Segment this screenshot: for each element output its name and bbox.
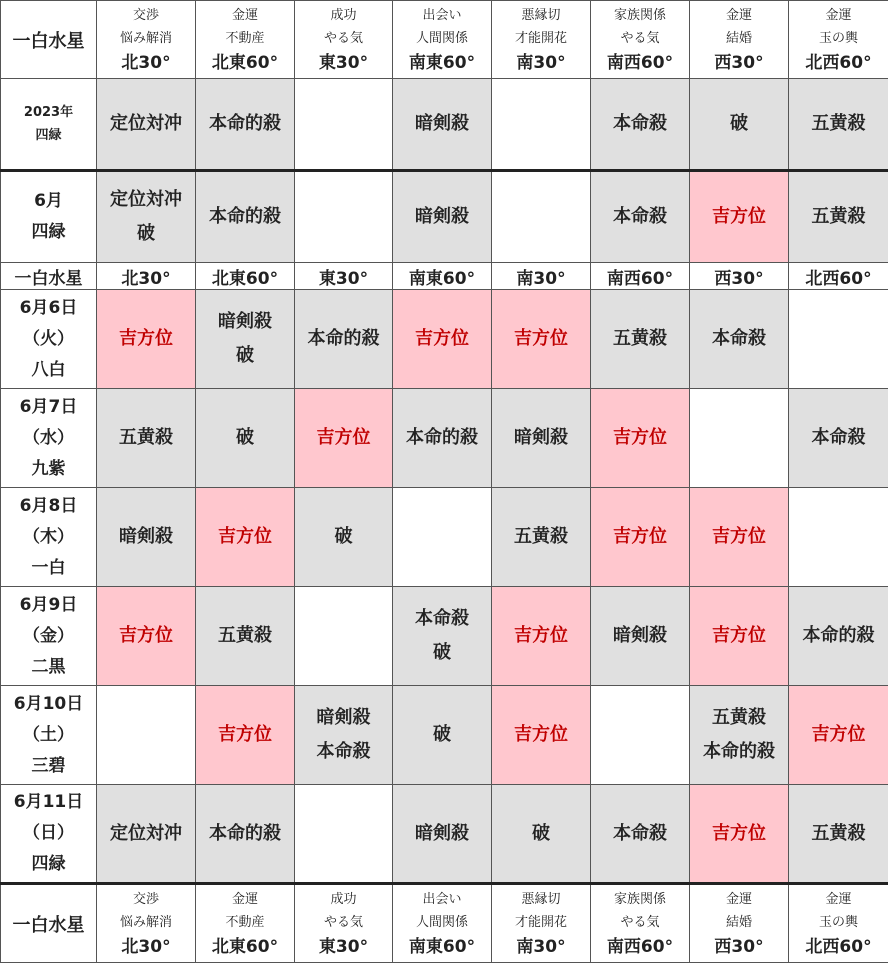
star-label: 一白水星 [12, 914, 85, 936]
day-row-0-cell-1 [196, 290, 295, 389]
direction-summary-star [1, 263, 97, 290]
fortune-mark: 本命的殺 [209, 113, 281, 134]
day-row-4-cell-3 [393, 686, 492, 785]
day-row-3-cell-4 [492, 587, 591, 686]
day-row-2-cell-1 [196, 488, 295, 587]
day-row-3-cell-7 [789, 587, 888, 686]
month-row-label [1, 171, 97, 263]
direction-angle: 南西60° [606, 936, 674, 957]
direction-purpose: 結婚 [725, 30, 752, 46]
star-label: 一白水星 [12, 30, 85, 52]
day-row-2-cell-5 [591, 488, 690, 587]
day-row-2 [1, 488, 888, 587]
top-header-direction-5 [591, 1, 690, 79]
direction-category: 金運 [231, 891, 258, 907]
direction-angle: 北西60° [805, 268, 872, 289]
direction-purpose: 人間関係 [415, 30, 468, 46]
year-row-cell-3 [393, 79, 492, 171]
top-header-direction-3 [393, 1, 492, 79]
day-row-0-cell-5 [591, 290, 690, 389]
direction-purpose: 玉の輿 [818, 30, 858, 46]
direction-angle: 南30° [516, 268, 566, 289]
direction-category: 交渉 [132, 891, 159, 907]
row-label-line: 2023年 [23, 105, 74, 120]
direction-angle: 南東60° [408, 268, 476, 289]
fortune-mark: 定位対冲 [110, 822, 182, 844]
row-label-line: 八白 [31, 359, 66, 380]
fortune-mark: 本命殺 [415, 608, 469, 629]
day-row-3 [1, 587, 888, 686]
row-label-line: 6月10日 [13, 693, 84, 714]
row-label-line: 四緑 [35, 128, 62, 143]
fortune-mark: 吉方位 [119, 625, 173, 646]
direction-summary-1 [196, 263, 295, 290]
month-row-cell-5 [591, 171, 690, 263]
direction-purpose: 不動産 [225, 30, 265, 46]
direction-category: 出会い [422, 891, 462, 907]
direction-angle: 北東60° [211, 52, 279, 73]
day-row-5-cell-7 [789, 785, 888, 884]
fortune-mark: 吉方位 [119, 328, 173, 349]
direction-summary-5 [591, 263, 690, 290]
fortune-mark: 吉方位 [218, 526, 272, 547]
day-row-5-cell-4 [492, 785, 591, 884]
direction-angle: 南東60° [408, 936, 476, 957]
top-header-direction-4 [492, 1, 591, 79]
bottom-header-direction-7 [789, 884, 888, 963]
bottom-header-direction-4 [492, 884, 591, 963]
direction-summary-7 [789, 263, 888, 290]
direction-purpose: 悩み解消 [119, 914, 172, 930]
day-row-0 [1, 290, 888, 389]
top-header-direction-2 [295, 1, 393, 79]
direction-angle: 東30° [318, 52, 369, 73]
direction-category: 成功 [330, 7, 357, 23]
day-row-0-cell-2 [295, 290, 393, 389]
day-row-4 [1, 686, 888, 785]
day-row-4-cell-6 [690, 686, 789, 785]
day-row-3-cell-0 [97, 587, 196, 686]
fortune-mark: 吉方位 [811, 724, 866, 745]
direction-category: 悪縁切 [521, 891, 561, 907]
day-row-5-label [1, 785, 97, 884]
direction-angle: 南西60° [606, 52, 674, 73]
year-row [1, 79, 888, 171]
row-label-line: 6月6日 [19, 297, 78, 318]
fortune-mark: 暗剣殺 [218, 311, 272, 332]
fortune-mark: 定位対冲 [110, 189, 182, 210]
direction-angle: 西30° [714, 268, 764, 289]
day-row-1-cell-1 [196, 389, 295, 488]
day-row-2-label [1, 488, 97, 587]
fortune-mark: 五黄殺 [514, 526, 568, 547]
top-header-row [1, 1, 888, 79]
direction-summary-row [1, 263, 888, 290]
fortune-mark: 五黄殺 [811, 113, 866, 134]
fortune-mark: 吉方位 [613, 427, 667, 448]
fortune-mark: 破 [137, 223, 155, 244]
month-row-cell-2 [295, 171, 393, 263]
day-row-0-cell-4 [492, 290, 591, 389]
fortune-mark: 破 [236, 345, 254, 366]
fortune-mark: 本命的殺 [209, 206, 281, 227]
fortune-mark: 本命的殺 [307, 328, 380, 349]
day-row-0-cell-3 [393, 290, 492, 389]
fortune-mark: 吉方位 [712, 206, 766, 227]
direction-purpose: 才能開花 [514, 914, 567, 930]
day-row-1 [1, 389, 888, 488]
fortune-mark: 本命殺 [811, 427, 866, 448]
bottom-header-row [1, 884, 888, 963]
direction-summary-6 [690, 263, 789, 290]
direction-angle: 東30° [318, 936, 369, 957]
fortune-mark: 吉方位 [514, 328, 568, 349]
fortune-mark: 破 [433, 724, 451, 745]
row-label-line: （金） [23, 625, 74, 646]
fortune-mark: 破 [334, 526, 353, 547]
direction-angle: 北東60° [211, 936, 279, 957]
day-row-0-label [1, 290, 97, 389]
fortune-mark: 破 [236, 427, 254, 448]
row-label-line: 四緑 [31, 854, 66, 874]
direction-category: 家族関係 [613, 7, 666, 23]
fortune-mark: 本命殺 [613, 206, 667, 227]
direction-purpose: やる気 [323, 30, 363, 46]
fortune-mark: 五黄殺 [119, 427, 173, 448]
fortune-mark: 五黄殺 [218, 625, 272, 646]
month-row-cell-6 [690, 171, 789, 263]
day-row-3-cell-5 [591, 587, 690, 686]
month-row-cell-3 [393, 171, 492, 263]
direction-purpose: 結婚 [725, 914, 752, 930]
direction-category: 交渉 [132, 7, 159, 23]
day-row-4-cell-0 [97, 686, 196, 785]
direction-category: 家族関係 [613, 891, 666, 907]
day-row-3-cell-6 [690, 587, 789, 686]
fortune-mark: 吉方位 [613, 526, 667, 547]
fortune-mark: 本命殺 [613, 822, 667, 844]
year-row-cell-7 [789, 79, 888, 171]
direction-purpose: 人間関係 [415, 914, 468, 930]
fortune-mark: 暗剣殺 [415, 206, 469, 227]
day-row-1-label [1, 389, 97, 488]
day-row-1-cell-2 [295, 389, 393, 488]
direction-angle: 東30° [318, 268, 369, 289]
day-row-3-label [1, 587, 97, 686]
fortune-mark: 五黄殺 [811, 822, 866, 844]
row-label-line: 三碧 [31, 755, 66, 776]
month-row-cell-4 [492, 171, 591, 263]
year-row-cell-2 [295, 79, 393, 171]
bottom-header-direction-0 [97, 884, 196, 963]
row-label-line: （日） [23, 823, 74, 843]
fortune-mark: 本命的殺 [209, 822, 281, 844]
row-label-line: （土） [23, 724, 74, 745]
year-row-cell-6 [690, 79, 789, 171]
day-row-2-cell-6 [690, 488, 789, 587]
direction-category: 金運 [231, 7, 258, 23]
direction-category: 金運 [725, 7, 752, 23]
year-row-cell-4 [492, 79, 591, 171]
row-label-line: 6月9日 [19, 594, 78, 615]
day-row-4-cell-5 [591, 686, 690, 785]
fortune-mark: 暗剣殺 [119, 526, 173, 547]
direction-purpose: やる気 [323, 914, 363, 930]
fortune-mark: 暗剣殺 [316, 707, 371, 728]
fortune-mark: 破 [433, 642, 451, 663]
fortune-mark: 破 [532, 822, 550, 844]
year-row-cell-0 [97, 79, 196, 171]
top-header-direction-7 [789, 1, 888, 79]
top-header-direction-6 [690, 1, 789, 79]
row-label-line: （水） [23, 427, 74, 448]
bottom-header-direction-6 [690, 884, 789, 963]
fortune-mark: 破 [730, 113, 748, 134]
direction-angle: 西30° [714, 936, 764, 957]
direction-category: 金運 [825, 7, 852, 23]
direction-angle: 北30° [121, 936, 171, 957]
direction-angle: 南東60° [408, 52, 476, 73]
direction-angle: 北西60° [805, 936, 872, 957]
fortune-mark: 五黄殺 [613, 328, 667, 349]
direction-angle: 北東60° [211, 268, 279, 289]
fortune-mark: 吉方位 [712, 822, 766, 844]
day-row-1-cell-3 [393, 389, 492, 488]
month-row-cell-0 [97, 171, 196, 263]
fortune-mark: 五黄殺 [712, 707, 766, 728]
day-row-3-cell-3 [393, 587, 492, 686]
bottom-header-direction-3 [393, 884, 492, 963]
fortune-mark: 暗剣殺 [514, 427, 568, 448]
year-row-label [1, 79, 97, 171]
day-row-4-cell-2 [295, 686, 393, 785]
day-row-3-cell-1 [196, 587, 295, 686]
direction-angle: 北30° [121, 52, 171, 73]
day-row-2-cell-0 [97, 488, 196, 587]
fortune-mark: 本命殺 [613, 113, 667, 134]
fortune-mark: 暗剣殺 [415, 113, 469, 134]
direction-purpose: やる気 [620, 30, 660, 46]
direction-summary-0 [97, 263, 196, 290]
direction-category: 悪縁切 [521, 7, 561, 23]
fortune-mark: 吉方位 [712, 625, 766, 646]
direction-purpose: 悩み解消 [119, 30, 172, 46]
day-row-5-cell-0 [97, 785, 196, 884]
day-row-2-cell-4 [492, 488, 591, 587]
fortune-mark: 本命的殺 [406, 427, 478, 448]
direction-category: 成功 [330, 891, 357, 907]
direction-purpose: 玉の輿 [818, 914, 858, 930]
direction-summary-3 [393, 263, 492, 290]
day-row-4-cell-7 [789, 686, 888, 785]
direction-angle: 南西60° [606, 268, 674, 289]
day-row-1-cell-7 [789, 389, 888, 488]
month-row [1, 171, 888, 263]
fortune-mark: 五黄殺 [811, 206, 866, 227]
direction-category: 金運 [825, 891, 852, 907]
row-label-line: 6月 [34, 191, 63, 211]
day-row-0-cell-6 [690, 290, 789, 389]
day-row-5-cell-6 [690, 785, 789, 884]
fortune-mark: 吉方位 [218, 724, 272, 745]
day-row-4-cell-4 [492, 686, 591, 785]
fortune-mark: 本命殺 [712, 328, 766, 349]
fortune-mark: 定位対冲 [110, 113, 182, 134]
bottom-header-direction-1 [196, 884, 295, 963]
day-row-4-cell-1 [196, 686, 295, 785]
fortune-mark: 暗剣殺 [415, 822, 469, 844]
bottom-header-direction-5 [591, 884, 690, 963]
row-label-line: 二黒 [31, 656, 66, 677]
top-header-direction-1 [196, 1, 295, 79]
day-row-1-cell-4 [492, 389, 591, 488]
direction-category: 出会い [422, 7, 462, 23]
row-label-line: （木） [23, 526, 74, 547]
fortune-mark: 吉方位 [712, 526, 766, 547]
row-label-line: 九紫 [31, 458, 66, 479]
fortune-mark: 暗剣殺 [613, 625, 667, 646]
row-label-line: 6月8日 [19, 495, 78, 516]
fortune-mark: 吉方位 [415, 328, 469, 349]
day-row-1-cell-5 [591, 389, 690, 488]
direction-angle: 北30° [121, 268, 171, 289]
fortune-mark: 本命的殺 [802, 625, 875, 646]
direction-angle: 北西60° [805, 52, 872, 73]
row-label-line: （火） [23, 328, 74, 349]
day-row-5-cell-2 [295, 785, 393, 884]
day-row-1-cell-0 [97, 389, 196, 488]
day-row-5-cell-1 [196, 785, 295, 884]
star-label: 一白水星 [14, 268, 83, 289]
day-row-5 [1, 785, 888, 884]
day-row-1-cell-6 [690, 389, 789, 488]
day-row-0-cell-0 [97, 290, 196, 389]
fortune-mark: 本命的殺 [703, 741, 775, 762]
fortune-mark: 吉方位 [316, 427, 371, 448]
day-row-3-cell-2 [295, 587, 393, 686]
month-row-cell-1 [196, 171, 295, 263]
fortune-mark: 吉方位 [514, 724, 568, 745]
row-label-line: 四緑 [31, 222, 66, 242]
day-row-2-cell-2 [295, 488, 393, 587]
direction-purpose: 才能開花 [514, 30, 567, 46]
year-row-cell-1 [196, 79, 295, 171]
fortune-mark: 吉方位 [514, 625, 568, 646]
row-label-line: 6月11日 [13, 792, 84, 812]
top-header-star-cell [1, 1, 97, 79]
row-label-line: 一白 [31, 557, 66, 578]
direction-category: 金運 [725, 891, 752, 907]
day-row-0-cell-7 [789, 290, 888, 389]
direction-angle: 西30° [714, 52, 764, 73]
day-row-2-cell-3 [393, 488, 492, 587]
fortune-mark: 本命殺 [316, 741, 371, 762]
direction-purpose: 不動産 [225, 914, 265, 930]
direction-angle: 南30° [516, 936, 566, 957]
bottom-header-direction-2 [295, 884, 393, 963]
day-row-2-cell-7 [789, 488, 888, 587]
direction-purpose: やる気 [620, 914, 660, 930]
direction-summary-2 [295, 263, 393, 290]
direction-summary-4 [492, 263, 591, 290]
day-row-4-label [1, 686, 97, 785]
day-row-5-cell-5 [591, 785, 690, 884]
month-row-cell-7 [789, 171, 888, 263]
top-header-direction-0 [97, 1, 196, 79]
year-row-cell-5 [591, 79, 690, 171]
direction-angle: 南30° [516, 52, 566, 73]
row-label-line: 6月7日 [19, 396, 78, 417]
bottom-header-star-cell [1, 884, 97, 963]
day-row-5-cell-3 [393, 785, 492, 884]
